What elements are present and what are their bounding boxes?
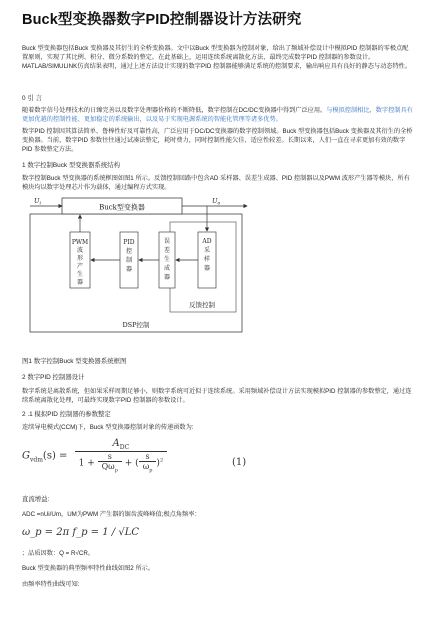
intro-paragraph-1-text: 随着数字信号处理技术的日臻完善以及数字处理器价格的不断降低，数字控制在DC/DC变换器中得到广泛应用。 bbox=[22, 107, 327, 114]
figure-1-caption: 图1 数字控制Buck 型变换器系统框图 bbox=[22, 358, 127, 365]
buck-converter-label: Buck型变换器 bbox=[99, 203, 145, 212]
section-intro-heading: 0 引 言 bbox=[22, 95, 42, 102]
transfer-function-equation: $G_{vdm}(s)$ = $A_{DC}$ 1 + $\frac{s}{Q\omega_p}$ + ( $\frac{s}{\omega_p}$ )$^2$ bbox=[22, 438, 167, 474]
section-2-1-heading: 2 .1 模拟PID 控制器的参数整定 bbox=[22, 411, 111, 418]
section-1-heading: 1 数字控制Buck 型变换器系统结构 bbox=[22, 162, 120, 169]
abstract-paragraph: Buck 型变换器包括Buck 变换器及其衍生的全桥变换器。文中以Buck 型变换器为控制对象，给出了频域补偿设计中模拟PID 控制器的零极点配置原则，实现了其比例、积分、微分系数的整定。在此基础上，运用连续系统离散化方法，最终完成数字PID 控制器的参数设计。MATLAB/SIMULINK仿真结果表明，通过上述方法设计实现的数字PID 控制器能够满足系统的控制要求，输出响应具有良好的静态与动态特性。 bbox=[22, 45, 412, 71]
quality-factor-line: ；品质因数：Q = R√CR。 bbox=[22, 550, 94, 557]
system-block-diagram bbox=[22, 196, 418, 346]
intro-paragraph-1-highlight: 与模拟控制相比，数字控制具有更加优越的控制性能、更加稳定的系统输出，以及易于实现电源系统的智能化管理等诸多优势。 bbox=[22, 107, 413, 124]
intro-paragraph-1 bbox=[22, 106, 414, 124]
input-voltage-label: $U_i$ bbox=[34, 197, 41, 207]
equation-1-number: (1) bbox=[232, 457, 247, 468]
dsp-control-label: DSP控制 bbox=[122, 321, 150, 329]
pid-controller-label: PID 控制器 bbox=[123, 239, 135, 273]
bode-intro-line: Buck 型变换器的典型频率特性曲线如图2 所示。 bbox=[22, 565, 155, 572]
adc-definition: ADC =nUi/Um，UM为PWM 产生器的锯齿波峰峰值;极点角频率： bbox=[22, 511, 201, 518]
curve-intro-line: 由频率特性曲线可知: bbox=[22, 581, 80, 588]
output-voltage-label: $U_o$ bbox=[212, 197, 221, 207]
error-generator-label: 误差生成器 bbox=[163, 238, 171, 281]
ad-sampler-label: AD 采样器 bbox=[202, 238, 212, 272]
feedback-control-label: 反馈控制 bbox=[189, 301, 215, 309]
intro-paragraph-2: 数字PID 控制因其算法简单、鲁棒性好及可靠性高，广泛应用于DC/DC变换器的数字控制领域。Buck 型变换器包括Buck 变换器及其衍生的全桥变换器。当前，数字PID 参数往往通过试凑法整定，耗时费力，同时控制性能欠佳、适应性较差。长期以来，人们一直在寻求更加有效的数字PID 参数整定方法。 bbox=[22, 128, 413, 154]
ccm-paragraph: 连续导电模式(CCM)下，Buck 型变换器控制对象的传递函数为: bbox=[22, 424, 194, 431]
section-1-paragraph: 数字控制Buck 型变换器的系统框图如图1 所示。反馈控制回路中包含AD 采样器、误差生成器、PID 控制器以及PWM 波形产生器等模块，所有模块均以数字处理芯片作为载体，通过编程方式实现。 bbox=[22, 175, 410, 192]
section-2-heading: 2 数字PID 控制器设计 bbox=[22, 374, 85, 381]
section-2-paragraph: 数字系统是离散系统，但如果采样周期足够小，则数字系统可近似于连续系统。采用频域补偿设计方法实现模拟PID 控制器的参数整定，通过连续系统离散化处理，可最终实现数字PID 控制器的参数设计。 bbox=[22, 388, 412, 405]
dc-gain-label: 直流增益: bbox=[22, 496, 50, 503]
paper-title: Buck型变换器数字PID控制器设计方法研究 bbox=[22, 12, 302, 28]
pole-frequency-equation: ω_p = 2π f_p = 1 / √LC bbox=[22, 527, 139, 538]
pwm-generator-label: PWM 波形产生器 bbox=[71, 239, 89, 286]
